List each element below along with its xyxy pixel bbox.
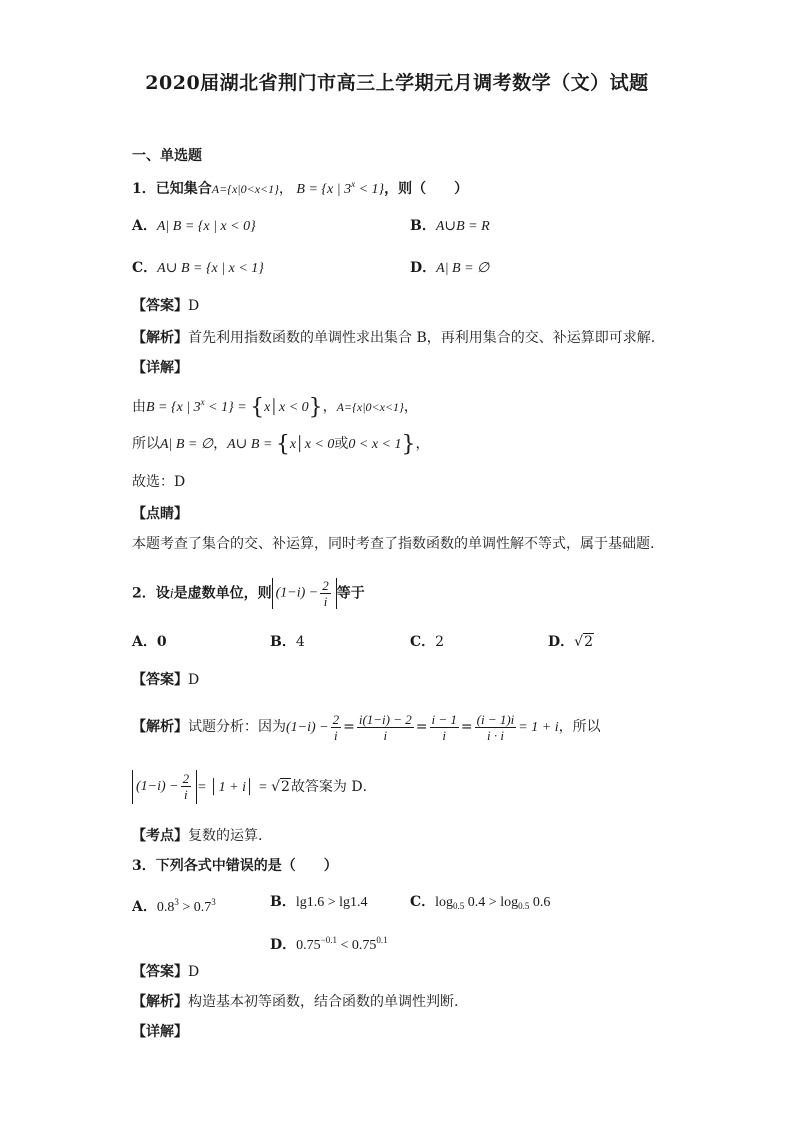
q1-choose: 故选：D: [132, 474, 186, 490]
q2-answer: 【答案】D: [132, 672, 200, 688]
q3-detail-label: 【详解】: [132, 1024, 188, 1040]
q2-topic: 【考点】复数的运算.: [132, 828, 263, 844]
q3-option-a: A．$0.8^3 > 0.7^3$: [132, 897, 216, 915]
q2-option-b: B．4: [270, 634, 305, 650]
q3-option-b: B．lg1.6 > lg1.4: [270, 894, 368, 910]
q1-option-c: C．A∪ B = {x | x < 1}: [132, 260, 264, 276]
section-heading: 一、单选题: [132, 148, 202, 164]
q1-comment: 本题考查了集合的交、补运算，同时考查了指数函数的单调性解不等式，属于基础题.: [132, 536, 655, 552]
q3-stem: 3．下列各式中错误的是（ ）: [132, 858, 338, 874]
q2-analysis: 【解析】试题分析：因为(1−i) − $\frac{2}{i}$ = $\frac{i(1-i) - 2}{i}$ = $\frac{i - 1}{i}$ = $\frac{(i - 1)i}{i \cdot i}$ = 1 + i，所以: [132, 711, 601, 743]
q1-detail-line2: 所以A| B = ∅，A∪ B = {x│x < 0或0 < x < 1}，: [132, 432, 430, 457]
q1-detail-line1: 由B = {x | $3^x < 1$} = {x│x < 0}，A={x|0<x<1}，: [132, 395, 418, 420]
q1-option-a: A．A| B = {x | x < 0}: [132, 218, 256, 234]
q1-stem: 1．已知集合A={x|0<x<1}， B = {x | $3^x < 1$}，则（ ）: [132, 179, 469, 197]
q2-option-d: D．√2: [548, 634, 593, 650]
sqrt-symbol: √: [574, 634, 584, 650]
q3-option-d: D．$0.75^{-0.1} < 0.75^{0.1}$: [270, 935, 388, 953]
q1-answer: 【答案】D: [132, 298, 200, 314]
q2-analysis-line2: (1−i) − $\frac{2}{i}$ = │1 + i│ = √2故答案为 D．: [132, 770, 377, 805]
q1-option-b: B．A∪B = R: [410, 218, 490, 234]
q2-option-a: A．0: [132, 634, 167, 650]
q1-analysis: 【解析】首先利用指数函数的单调性求出集合 B，再利用集合的交、补运算即可求解.: [132, 330, 656, 346]
document-title: 2020届湖北省荆门市高三上学期元月调考数学（文）试题: [145, 72, 649, 94]
q2-option-c: C．2: [410, 634, 445, 650]
q3-option-c: C．$\log_{0.5} 0.4 > \log_{0.5} 0.6$: [410, 894, 551, 911]
q3-analysis: 【解析】构造基本初等函数，结合函数的单调性判断.: [132, 994, 459, 1010]
q1-option-d: D．A| B = ∅: [410, 260, 490, 276]
q1-comment-label: 【点睛】: [132, 506, 188, 522]
q3-answer: 【答案】D: [132, 964, 200, 980]
q1-detail-label: 【详解】: [132, 360, 188, 376]
q2-stem: 2．设i是虚数单位，则 (1−i) − $\frac{2}{i}$ 等于: [132, 578, 365, 609]
